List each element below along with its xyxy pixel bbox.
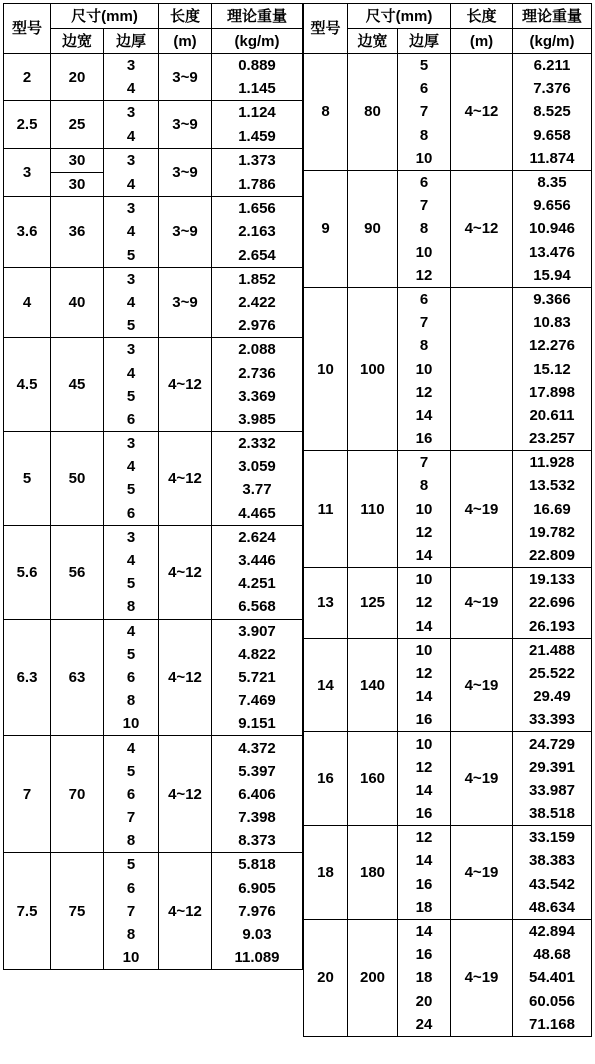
model-cell: 4.5 — [4, 338, 51, 432]
width-cell: 80 — [348, 54, 398, 171]
weight-cell: 13.476 — [513, 241, 592, 264]
thickness-cell: 8 — [104, 923, 159, 946]
table-row — [4, 853, 303, 877]
length-cell: 4~19 — [451, 568, 513, 639]
weight-cell: 1.373 — [212, 148, 303, 172]
header-weight-unit: (kg/m) — [212, 29, 303, 54]
thickness-cell: 20 — [398, 990, 451, 1013]
thickness-cell: 4 — [104, 172, 159, 196]
thickness-cell: 12 — [398, 756, 451, 779]
model-cell: 5.6 — [4, 525, 51, 619]
width-cell: 25 — [51, 101, 104, 148]
weight-cell: 13.532 — [513, 474, 592, 497]
weight-cell: 33.393 — [513, 708, 592, 732]
thickness-cell: 5 — [104, 385, 159, 408]
table-row — [4, 197, 303, 221]
thickness-cell: 12 — [398, 521, 451, 544]
width-cell: 100 — [348, 287, 398, 450]
model-cell: 3.6 — [4, 197, 51, 268]
weight-cell: 1.459 — [212, 125, 303, 149]
weight-cell: 8.525 — [513, 100, 592, 123]
thickness-cell: 4 — [104, 549, 159, 572]
thickness-cell: 10 — [398, 241, 451, 264]
weight-cell: 24.729 — [513, 732, 592, 756]
length-cell: 3~9 — [159, 101, 212, 148]
weight-cell: 9.366 — [513, 287, 592, 311]
model-cell: 13 — [304, 568, 348, 639]
header-model: 型号 — [4, 4, 51, 54]
weight-cell: 2.736 — [212, 361, 303, 384]
thickness-cell: 4 — [104, 361, 159, 384]
table-row — [4, 267, 303, 291]
weight-cell: 12.276 — [513, 334, 592, 357]
length-cell: 4~12 — [159, 853, 212, 970]
thickness-cell: 10 — [104, 946, 159, 970]
weight-cell: 4.822 — [212, 643, 303, 666]
thickness-cell: 5 — [104, 643, 159, 666]
thickness-cell: 24 — [398, 1013, 451, 1037]
table-row — [4, 148, 303, 172]
thickness-cell: 5 — [104, 853, 159, 877]
thickness-cell: 8 — [398, 334, 451, 357]
thickness-cell: 6 — [398, 77, 451, 100]
weight-cell: 29.391 — [513, 756, 592, 779]
weight-cell: 48.68 — [513, 943, 592, 966]
weight-cell: 9.151 — [212, 712, 303, 736]
thickness-cell: 12 — [398, 662, 451, 685]
width-cell: 63 — [51, 619, 104, 736]
length-cell: 4~12 — [159, 432, 212, 526]
weight-cell: 2.976 — [212, 314, 303, 338]
table-row — [304, 170, 592, 194]
table-row — [304, 451, 592, 475]
weight-cell: 2.163 — [212, 220, 303, 243]
weight-cell: 17.898 — [513, 381, 592, 404]
weight-cell: 11.874 — [513, 147, 592, 171]
weight-cell: 48.634 — [513, 896, 592, 920]
thickness-cell: 16 — [398, 427, 451, 451]
width-cell: 125 — [348, 568, 398, 639]
length-cell: 3~9 — [159, 54, 212, 101]
weight-cell: 54.401 — [513, 966, 592, 989]
thickness-cell: 14 — [398, 779, 451, 802]
weight-cell: 8.373 — [212, 829, 303, 853]
thickness-cell: 6 — [104, 666, 159, 689]
thickness-cell: 6 — [104, 783, 159, 806]
header-length: 长度 — [159, 4, 212, 29]
length-cell: 4~12 — [159, 619, 212, 736]
weight-cell: 19.782 — [513, 521, 592, 544]
table-row — [4, 101, 303, 125]
table-row — [4, 432, 303, 456]
thickness-cell: 6 — [104, 408, 159, 432]
thickness-cell: 4 — [104, 455, 159, 478]
weight-cell: 7.976 — [212, 900, 303, 923]
weight-cell: 5.818 — [212, 853, 303, 877]
weight-cell: 6.905 — [212, 877, 303, 900]
angle-steel-table-left — [3, 3, 303, 970]
weight-cell: 2.624 — [212, 525, 303, 549]
header-size: 尺寸(mm) — [51, 4, 159, 29]
table-row — [304, 287, 592, 311]
header-width: 边宽 — [348, 29, 398, 54]
thickness-cell: 12 — [398, 826, 451, 850]
table-header — [304, 4, 592, 54]
length-cell — [451, 287, 513, 450]
thickness-cell: 14 — [398, 849, 451, 872]
model-cell: 16 — [304, 732, 348, 826]
model-cell: 3 — [4, 148, 51, 196]
thickness-cell: 6 — [104, 877, 159, 900]
thickness-cell: 3 — [104, 101, 159, 125]
thickness-cell: 10 — [104, 712, 159, 736]
table-row — [304, 638, 592, 662]
model-cell: 20 — [304, 919, 348, 1036]
thickness-cell: 5 — [104, 314, 159, 338]
thickness-cell: 5 — [104, 478, 159, 501]
table-row — [304, 919, 592, 943]
thickness-cell: 10 — [398, 357, 451, 380]
weight-cell: 6.406 — [212, 783, 303, 806]
model-cell: 7.5 — [4, 853, 51, 970]
thickness-cell: 16 — [398, 873, 451, 896]
weight-cell: 5.721 — [212, 666, 303, 689]
length-cell: 4~12 — [159, 525, 212, 619]
thickness-cell: 6 — [104, 502, 159, 526]
weight-cell: 1.852 — [212, 267, 303, 291]
width-cell: 75 — [51, 853, 104, 970]
table-row — [4, 619, 303, 643]
width-cell: 40 — [51, 267, 104, 338]
thickness-cell: 12 — [398, 264, 451, 288]
thickness-cell: 6 — [398, 170, 451, 194]
weight-cell: 4.251 — [212, 572, 303, 595]
thickness-cell: 16 — [398, 943, 451, 966]
weight-cell: 29.49 — [513, 685, 592, 708]
length-cell: 4~12 — [159, 736, 212, 853]
width-cell: 200 — [348, 919, 398, 1036]
length-cell: 4~12 — [159, 338, 212, 432]
model-cell: 4 — [4, 267, 51, 338]
thickness-cell: 8 — [104, 689, 159, 712]
weight-cell: 21.488 — [513, 638, 592, 662]
thickness-cell: 7 — [104, 900, 159, 923]
model-cell: 9 — [304, 170, 348, 287]
thickness-cell: 8 — [398, 474, 451, 497]
thickness-cell: 3 — [104, 525, 159, 549]
thickness-cell: 3 — [104, 54, 159, 78]
thickness-cell: 3 — [104, 267, 159, 291]
thickness-cell: 14 — [398, 404, 451, 427]
thickness-cell: 10 — [398, 732, 451, 756]
header-size: 尺寸(mm) — [348, 4, 451, 29]
model-cell: 6.3 — [4, 619, 51, 736]
weight-cell: 8.35 — [513, 170, 592, 194]
header-weight: 理论重量 — [513, 4, 592, 29]
weight-cell: 9.658 — [513, 124, 592, 147]
thickness-cell: 16 — [398, 802, 451, 826]
weight-cell: 43.542 — [513, 873, 592, 896]
length-cell: 3~9 — [159, 267, 212, 338]
thickness-cell: 3 — [104, 338, 159, 362]
thickness-cell: 3 — [104, 197, 159, 221]
weight-cell: 42.894 — [513, 919, 592, 943]
weight-cell: 5.397 — [212, 760, 303, 783]
width-cell: 110 — [348, 451, 398, 568]
weight-cell: 38.383 — [513, 849, 592, 872]
weight-cell: 60.056 — [513, 990, 592, 1013]
length-cell: 4~19 — [451, 826, 513, 920]
weight-cell: 3.446 — [212, 549, 303, 572]
length-cell: 4~19 — [451, 732, 513, 826]
weight-cell: 2.654 — [212, 244, 303, 268]
thickness-cell: 7 — [398, 194, 451, 217]
weight-cell: 10.946 — [513, 217, 592, 240]
weight-cell: 33.987 — [513, 779, 592, 802]
thickness-cell: 4 — [104, 291, 159, 314]
width-cell: 30 — [51, 172, 104, 196]
table-row — [4, 736, 303, 760]
table-header — [4, 4, 303, 54]
model-cell: 5 — [4, 432, 51, 526]
weight-cell: 0.889 — [212, 54, 303, 78]
length-cell: 4~19 — [451, 451, 513, 568]
model-cell: 7 — [4, 736, 51, 853]
thickness-cell: 5 — [104, 572, 159, 595]
weight-cell: 11.928 — [513, 451, 592, 475]
thickness-cell: 18 — [398, 966, 451, 989]
weight-cell: 9.656 — [513, 194, 592, 217]
table-row — [304, 54, 592, 78]
model-cell: 14 — [304, 638, 348, 732]
thickness-cell: 5 — [104, 760, 159, 783]
thickness-cell: 4 — [104, 220, 159, 243]
weight-cell: 4.465 — [212, 502, 303, 526]
width-cell: 30 — [51, 148, 104, 172]
header-weight-unit: (kg/m) — [513, 29, 592, 54]
thickness-cell: 16 — [398, 708, 451, 732]
weight-cell: 15.94 — [513, 264, 592, 288]
thickness-cell: 7 — [398, 100, 451, 123]
header-width: 边宽 — [51, 29, 104, 54]
width-cell: 45 — [51, 338, 104, 432]
length-cell: 4~12 — [451, 54, 513, 171]
thickness-cell: 10 — [398, 498, 451, 521]
table-row — [4, 54, 303, 78]
header-thickness: 边厚 — [398, 29, 451, 54]
table-row — [304, 568, 592, 592]
weight-cell: 1.786 — [212, 172, 303, 196]
weight-cell: 71.168 — [513, 1013, 592, 1037]
table-row — [4, 338, 303, 362]
width-cell: 90 — [348, 170, 398, 287]
weight-cell: 20.611 — [513, 404, 592, 427]
thickness-cell: 5 — [104, 244, 159, 268]
weight-cell: 7.469 — [212, 689, 303, 712]
angle-steel-table-right — [303, 3, 592, 1037]
model-cell: 10 — [304, 287, 348, 450]
thickness-cell: 4 — [104, 77, 159, 101]
header-length-unit: (m) — [159, 29, 212, 54]
thickness-cell: 4 — [104, 619, 159, 643]
thickness-cell: 8 — [104, 829, 159, 853]
weight-cell: 3.059 — [212, 455, 303, 478]
length-cell: 3~9 — [159, 197, 212, 268]
header-length-unit: (m) — [451, 29, 513, 54]
length-cell: 4~19 — [451, 638, 513, 732]
thickness-cell: 4 — [104, 736, 159, 760]
weight-cell: 10.83 — [513, 311, 592, 334]
width-cell: 56 — [51, 525, 104, 619]
weight-cell: 23.257 — [513, 427, 592, 451]
model-cell: 2.5 — [4, 101, 51, 148]
weight-cell: 1.124 — [212, 101, 303, 125]
weight-cell: 26.193 — [513, 615, 592, 639]
weight-cell: 2.422 — [212, 291, 303, 314]
model-cell: 8 — [304, 54, 348, 171]
thickness-cell: 8 — [398, 124, 451, 147]
table-row — [304, 826, 592, 850]
table-row — [4, 525, 303, 549]
thickness-cell: 10 — [398, 147, 451, 171]
weight-cell: 6.568 — [212, 595, 303, 619]
thickness-cell: 3 — [104, 432, 159, 456]
width-cell: 160 — [348, 732, 398, 826]
header-thickness: 边厚 — [104, 29, 159, 54]
weight-cell: 22.696 — [513, 591, 592, 614]
thickness-cell: 4 — [104, 125, 159, 149]
weight-cell: 11.089 — [212, 946, 303, 970]
thickness-cell: 10 — [398, 568, 451, 592]
weight-cell: 3.369 — [212, 385, 303, 408]
thickness-cell: 18 — [398, 896, 451, 920]
thickness-cell: 5 — [398, 54, 451, 78]
weight-cell: 6.211 — [513, 54, 592, 78]
header-length: 长度 — [451, 4, 513, 29]
weight-cell: 3.985 — [212, 408, 303, 432]
weight-cell: 7.398 — [212, 806, 303, 829]
thickness-cell: 8 — [104, 595, 159, 619]
weight-cell: 3.907 — [212, 619, 303, 643]
length-cell: 4~12 — [451, 170, 513, 287]
model-cell: 2 — [4, 54, 51, 101]
thickness-cell: 6 — [398, 287, 451, 311]
thickness-cell: 3 — [104, 148, 159, 172]
thickness-cell: 14 — [398, 685, 451, 708]
weight-cell: 2.088 — [212, 338, 303, 362]
thickness-cell: 12 — [398, 381, 451, 404]
weight-cell: 4.372 — [212, 736, 303, 760]
weight-cell: 9.03 — [212, 923, 303, 946]
weight-cell: 2.332 — [212, 432, 303, 456]
length-cell: 3~9 — [159, 148, 212, 196]
thickness-cell: 14 — [398, 919, 451, 943]
header-weight: 理论重量 — [212, 4, 303, 29]
width-cell: 140 — [348, 638, 398, 732]
weight-cell: 38.518 — [513, 802, 592, 826]
length-cell: 4~19 — [451, 919, 513, 1036]
thickness-cell: 8 — [398, 217, 451, 240]
model-cell: 18 — [304, 826, 348, 920]
header-model: 型号 — [304, 4, 348, 54]
weight-cell: 22.809 — [513, 544, 592, 568]
width-cell: 50 — [51, 432, 104, 526]
width-cell: 36 — [51, 197, 104, 268]
width-cell: 20 — [51, 54, 104, 101]
weight-cell: 19.133 — [513, 568, 592, 592]
weight-cell: 3.77 — [212, 478, 303, 501]
weight-cell: 15.12 — [513, 357, 592, 380]
width-cell: 70 — [51, 736, 104, 853]
thickness-cell: 7 — [398, 451, 451, 475]
weight-cell: 1.656 — [212, 197, 303, 221]
weight-cell: 25.522 — [513, 662, 592, 685]
thickness-cell: 10 — [398, 638, 451, 662]
table-row — [304, 732, 592, 756]
thickness-cell: 7 — [398, 311, 451, 334]
thickness-cell: 14 — [398, 615, 451, 639]
weight-cell: 16.69 — [513, 498, 592, 521]
width-cell: 180 — [348, 826, 398, 920]
weight-cell: 1.145 — [212, 77, 303, 101]
weight-cell: 7.376 — [513, 77, 592, 100]
weight-cell: 33.159 — [513, 826, 592, 850]
thickness-cell: 7 — [104, 806, 159, 829]
thickness-cell: 12 — [398, 591, 451, 614]
model-cell: 11 — [304, 451, 348, 568]
thickness-cell: 14 — [398, 544, 451, 568]
